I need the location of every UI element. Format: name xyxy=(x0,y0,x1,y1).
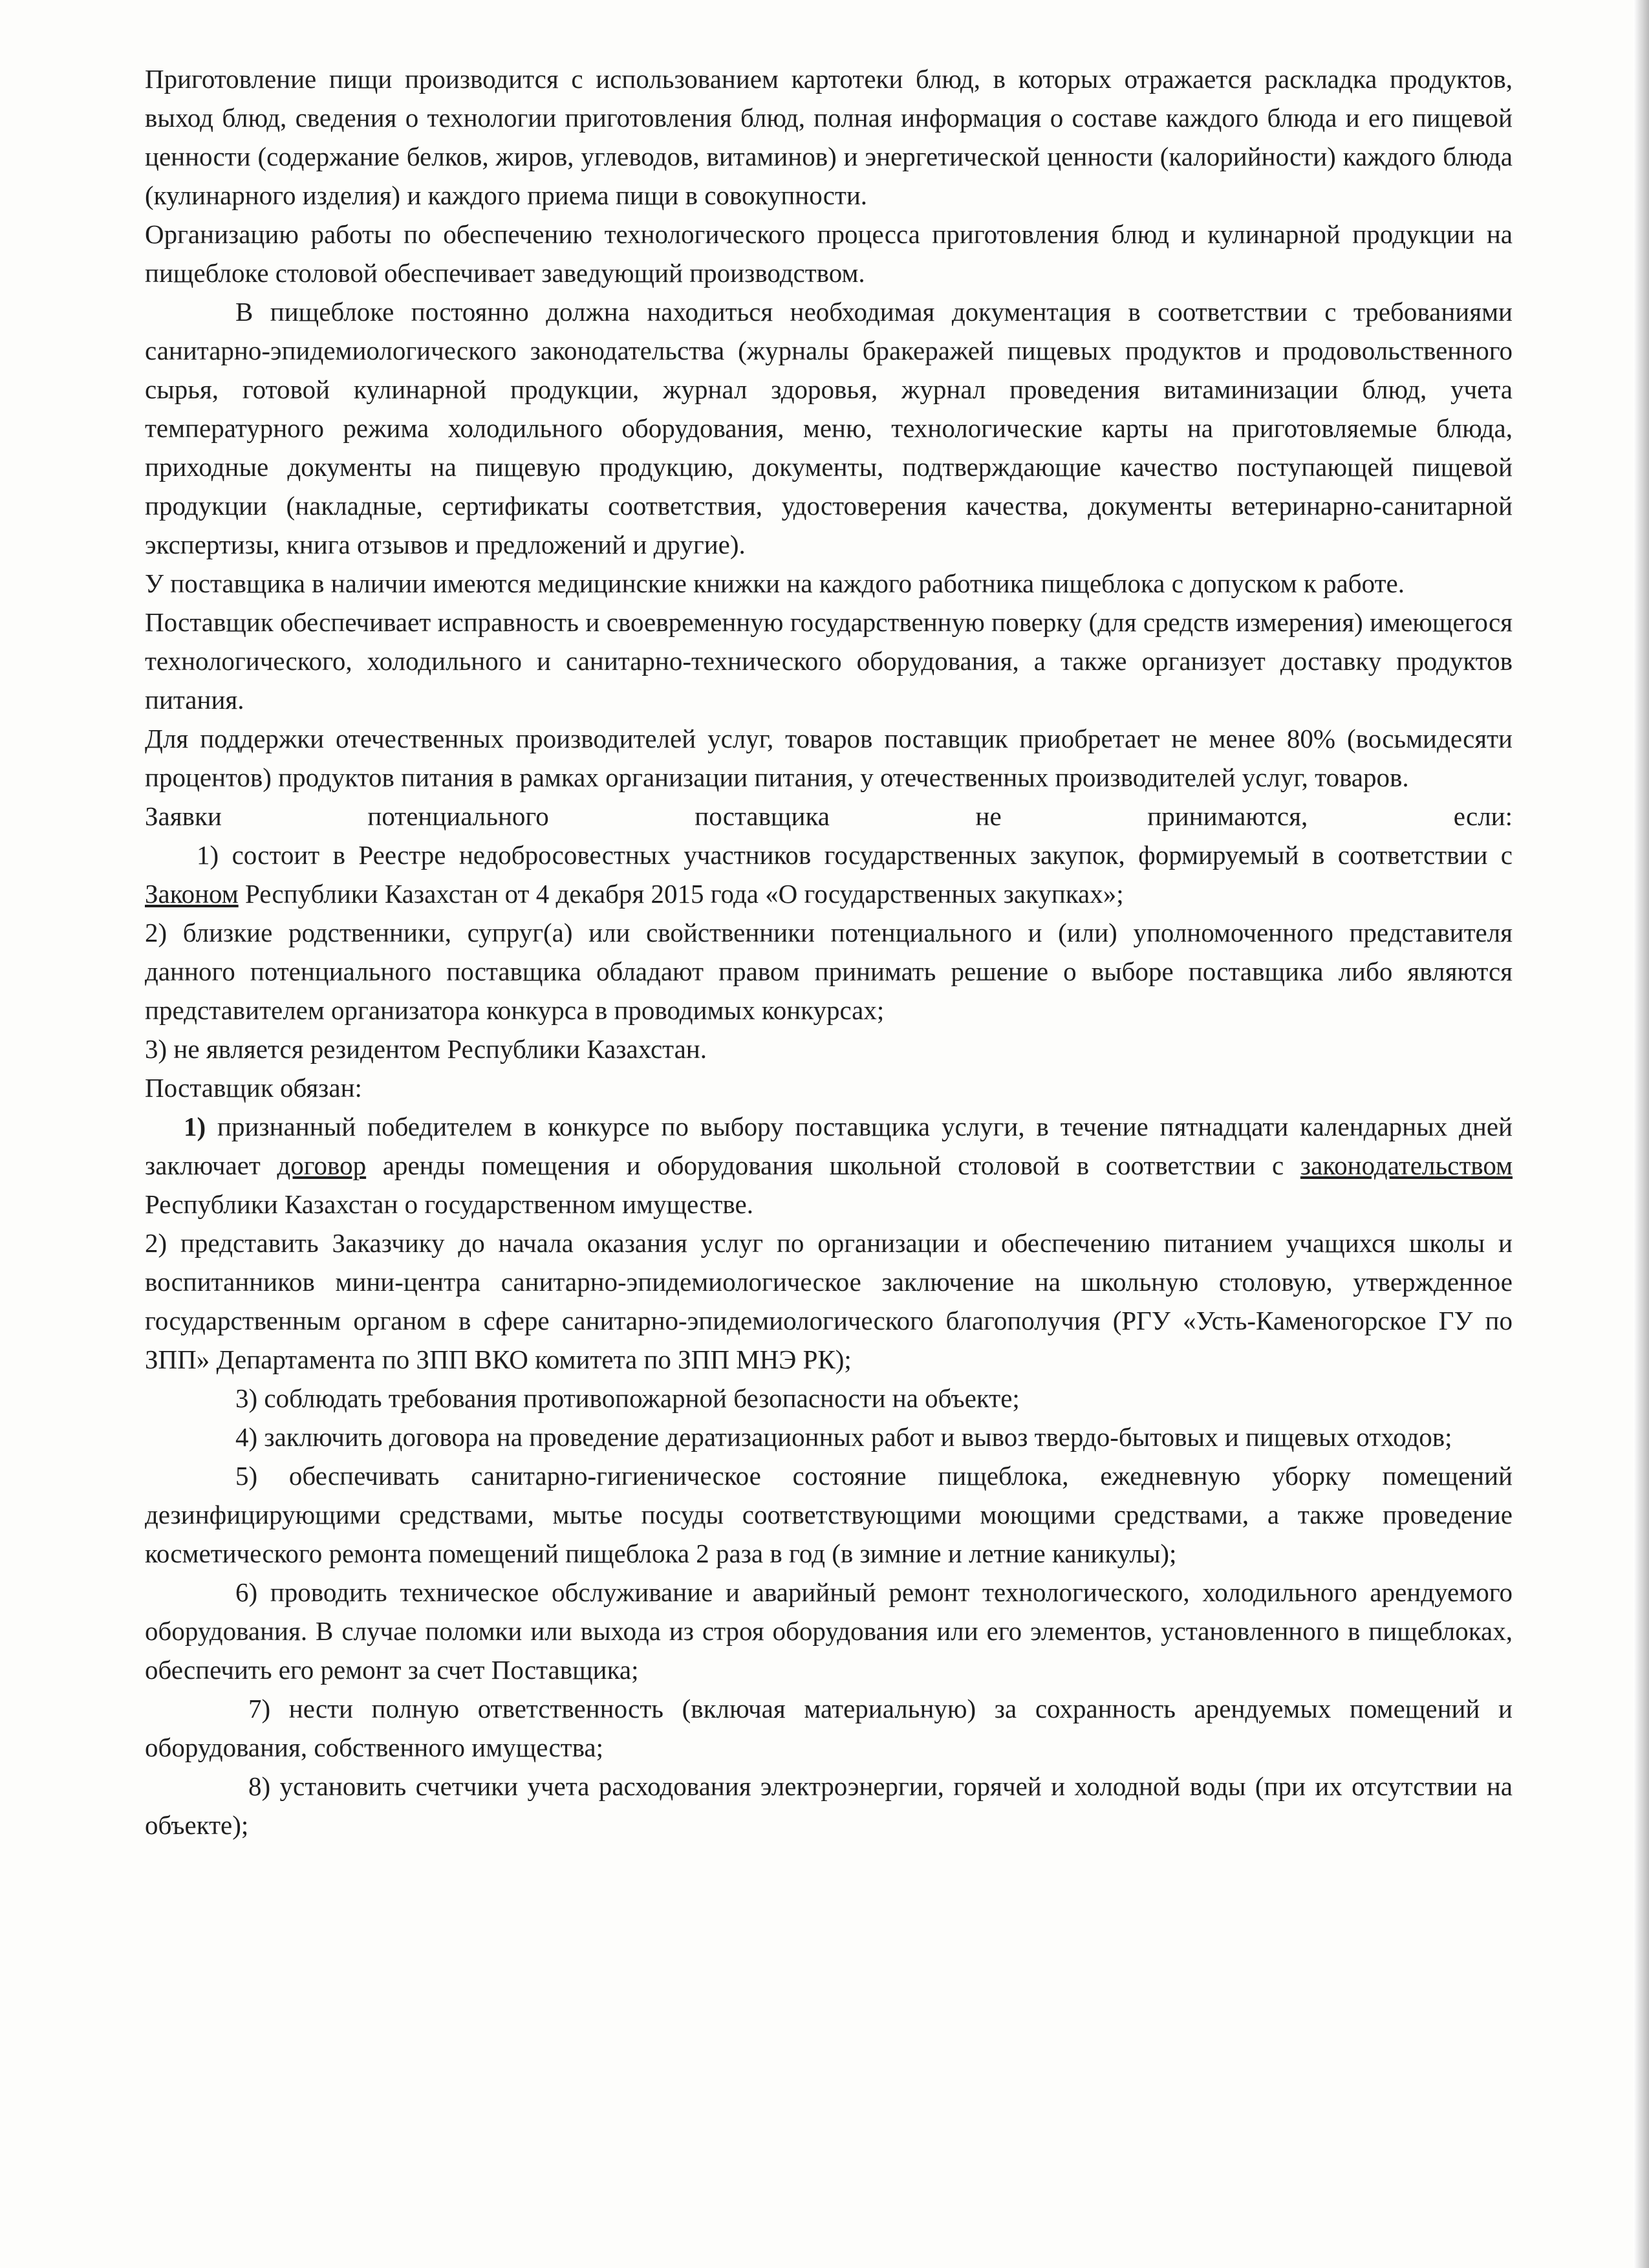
contract-link[interactable]: договор xyxy=(277,1150,367,1180)
paragraph-medical-books: У поставщика в наличии имеются медицинские книжки на каждого работника пищеблока с допуском к работе. xyxy=(145,568,1405,598)
legislation-link[interactable]: законодательством xyxy=(1300,1150,1513,1180)
paragraph-documentation: В пищеблоке постоянно должна находиться необходимая документация в соответствии с требованиями санитарно-эпидемиологического законодательства (журналы бракеражей пищевых продуктов и продовольственного сырья, готовой кулинарной продукции, журнал здоровья, журнал проведения витаминизации блюд, учета температурного режима холодильного оборудования, меню, технологические карты на приготовляемые блюда, приходные документы на пищевую продукцию, документы, подтверждающие качество поступающей пищевой продукции (накладные, сертификаты соответствия, удостоверения качества, документы ветеринарно-санитарной экспертизы, книга отзывов и предложений и другие). xyxy=(145,297,1513,559)
obligation-item-1-number: 1) xyxy=(184,1112,206,1141)
obligation-item-1 xyxy=(145,1107,1513,1224)
obligation-item-6: 6) проводить техническое обслуживание и аварийный ремонт технологического, холодильного арендуемого оборудования. В случае поломки или выхода из строя оборудования или его элементов, установленного в пищеблоках, обеспечить его ремонт за счет Поставщика; xyxy=(145,1577,1513,1685)
obligation-item-1-text-b: аренды помещения и оборудования школьной столовой в соответствии с xyxy=(366,1150,1300,1180)
paragraph-cooking: Приготовление пищи производится с использованием картотеки блюд, в которых отражается раскладка продуктов, выход блюд, сведения о технологии приготовления блюд, полная информация о составе каждого блюда и его пищевой ценности (содержание белков, жиров, углеводов, витаминов) и энергетической ценности (калорийности) каждого блюда (кулинарного изделия) и каждого приема пищи в совокупности. xyxy=(145,64,1513,210)
obligation-item-5: 5) обеспечивать санитарно-гигиеническое состояние пищеблока, ежедневную уборку помещений дезинфицирующими средствами, мытье посуды соответствующими моющими средствами, а также проведение косметического ремонта помещений пищеблока 2 раза в год (в зимние и летние каникулы); xyxy=(145,1461,1513,1568)
obligation-item-4: 4) заключить договора на проведение дератизационных работ и вывоз твердо-бытовых и пищевых отходов; xyxy=(235,1422,1452,1452)
rejection-item-1-text-b: Республики Казахстан от 4 декабря 2015 года «О государственных закупках»; xyxy=(238,879,1124,909)
rejection-item-1 xyxy=(145,836,1513,913)
rejection-item-3: 3) не является резидентом Республики Казахстан. xyxy=(145,1034,707,1064)
obligation-item-3: 3) соблюдать требования противопожарной безопасности на объекте; xyxy=(235,1383,1020,1413)
paragraph-verification: Поставщик обеспечивает исправность и своевременную государственную поверку (для средств измерения) имеющегося технологического, холодильного и санитарно-технического оборудования, а также организует доставку продуктов питания. xyxy=(145,607,1513,715)
obligation-item-1-text-a: признанный победителем в конкурсе по выбору поставщика услуги, в течение пятнадцати календарных дней заключает xyxy=(145,1112,1513,1180)
obligation-item-2: 2) представить Заказчику до начала оказания услуг по организации и обеспечению питанием учащихся школы и воспитанников мини-центра санитарно-эпидемиологическое заключение на школьную столовую, утвержденное государственным органом в сфере санитарно-эпидемиологического благополучия (РГУ «Усть-Каменогорское ГУ по ЗПП» Департамента по ЗПП ВКО комитета по ЗПП МНЭ РК); xyxy=(145,1228,1513,1374)
obligation-item-8: 8) установить счетчики учета расходования электроэнергии, горячей и холодной воды (при их отсутствии на объекте); xyxy=(145,1771,1513,1840)
rejection-item-1-text-a: 1) состоит в Реестре недобросовестных участников государственных закупок, формируемый в соответствии с xyxy=(197,840,1513,870)
obligation-item-7: 7) нести полную ответственность (включая материальную) за сохранность арендуемых помещений и оборудования, собственного имущества; xyxy=(145,1694,1513,1762)
paragraph-domestic-producers: Для поддержки отечественных производителей услуг, товаров поставщик приобретает не менее 80% (восьмидесяти процентов) продуктов питания в рамках организации питания, у отечественных производителей услуг, товаров. xyxy=(145,724,1513,792)
obligation-item-1-text-c: Республики Казахстан о государственном имуществе. xyxy=(145,1189,753,1219)
paragraph-obligations-intro: Поставщик обязан: xyxy=(145,1073,362,1103)
paragraph-organization: Организацию работы по обеспечению технологического процесса приготовления блюд и кулинарной продукции на пищеблоке столовой обеспечивает заведующий производством. xyxy=(145,219,1513,288)
scan-edge-shadow xyxy=(1633,0,1649,2268)
paragraph-rejection-intro: Заявки потенциального поставщика не принимаются, если: xyxy=(145,801,1513,831)
document-body xyxy=(145,59,1513,1844)
rejection-item-2: 2) близкие родственники, супруг(а) или свойственники потенциального и (или) уполномоченного представителя данного потенциального поставщика обладают правом принимать решение о выборе поставщика либо являются представителем организатора конкурса в проводимых конкурсах; xyxy=(145,918,1513,1025)
law-link[interactable]: Законом xyxy=(145,879,239,909)
